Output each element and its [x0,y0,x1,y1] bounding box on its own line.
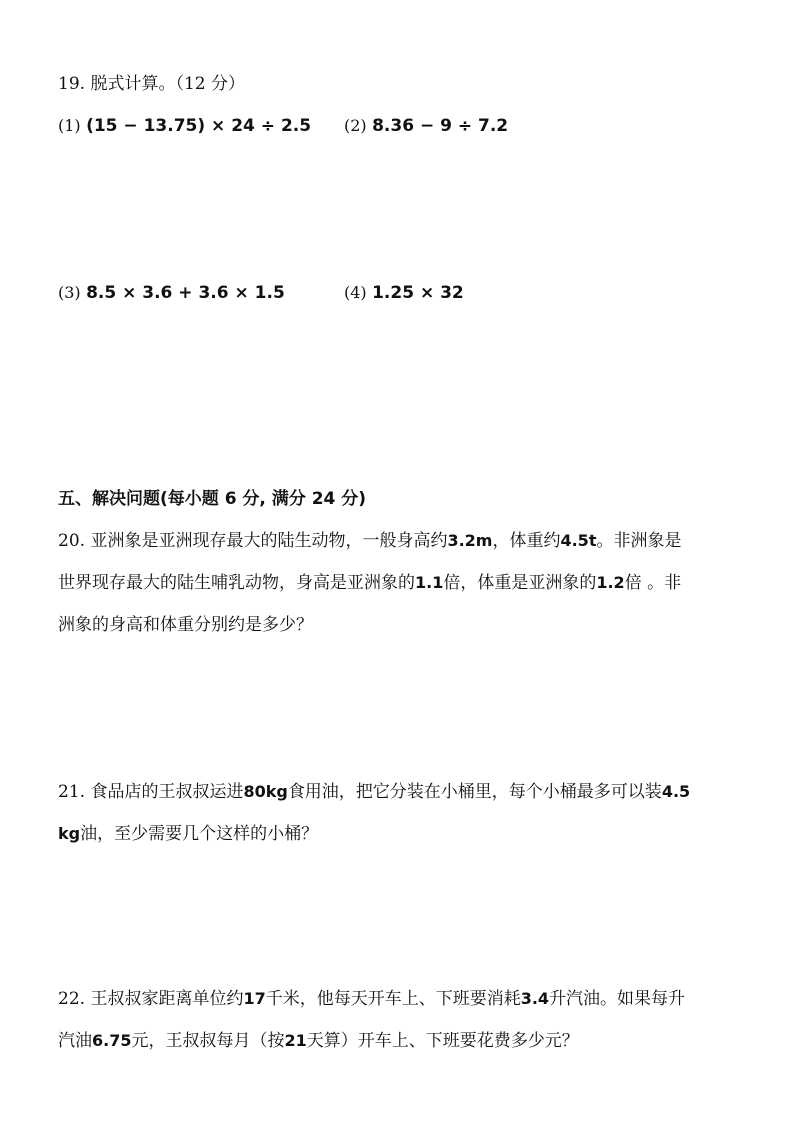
text: 元，王叔叔每月（按 [131,1031,285,1051]
text: 。非洲象是 [596,531,682,551]
text: 21. 食品店的王叔叔运进 [58,782,244,802]
number: 1.2 [596,573,625,592]
number: 6.75 [92,1031,132,1050]
text: 升汽油。如果每升 [549,989,686,1009]
number: 21 [284,1031,307,1050]
text: 世界现存最大的陆生哺乳动物，身高是亚洲象的 [58,573,415,593]
q20-line-3 [58,613,313,637]
text: 22. 王叔叔家距离单位约 [58,989,244,1009]
unit: kg [58,824,81,843]
text: 食用油，把它分装在小桶里，每个小桶最多可以装 [287,782,662,802]
q22-line-1 [58,987,685,1011]
number: 3.4 [520,989,550,1008]
item-label: (4) [344,283,367,302]
number: 3.2m [447,531,493,550]
q19-item-1 [58,114,311,138]
q19-title: 19. 脱式计算。（12 分） [58,74,245,94]
text: 油，至少需要几个这样的小桶？ [80,824,319,844]
q19-item-2 [344,114,508,138]
text: 洲象的身高和体重分别约是多少？ [58,615,313,635]
math-expression: 8.5 × 3.6 + 3.6 × 1.5 [86,283,285,303]
item-label: (3) [58,283,81,302]
number: 4.5t [560,531,597,550]
math-expression: 1.25 × 32 [372,283,464,303]
number: 17 [243,989,266,1008]
math-expression: (15 − 13.75) × 24 ÷ 2.5 [86,116,312,136]
item-label: (1) [58,116,81,135]
number: 4.5 [661,782,691,801]
q21-line-1 [58,780,690,804]
text: 倍，体重是亚洲象的 [443,573,597,593]
section-heading: 五、解决问题(每小题 6 分, 满分 24 分) [58,489,367,509]
q22-line-2 [58,1029,579,1053]
number: 80kg [243,782,288,801]
text: 20. 亚洲象是亚洲现存最大的陆生动物，一般身高约 [58,531,448,551]
item-label: (2) [344,116,367,135]
q19-item-4 [344,281,464,305]
q20-line-1 [58,529,681,553]
text: 汽油 [58,1031,92,1051]
q21-line-2 [58,822,318,846]
text: 千米，他每天开车上、下班要消耗 [265,989,521,1009]
text: ，体重约 [492,531,561,551]
text: 天算）开车上、下班要花费多少元？ [306,1031,579,1051]
text: 倍 。非 [624,573,682,593]
q20-line-2 [58,571,681,595]
q19-item-3 [58,281,285,305]
number: 1.1 [415,573,444,592]
math-expression: 8.36 − 9 ÷ 7.2 [372,116,509,136]
